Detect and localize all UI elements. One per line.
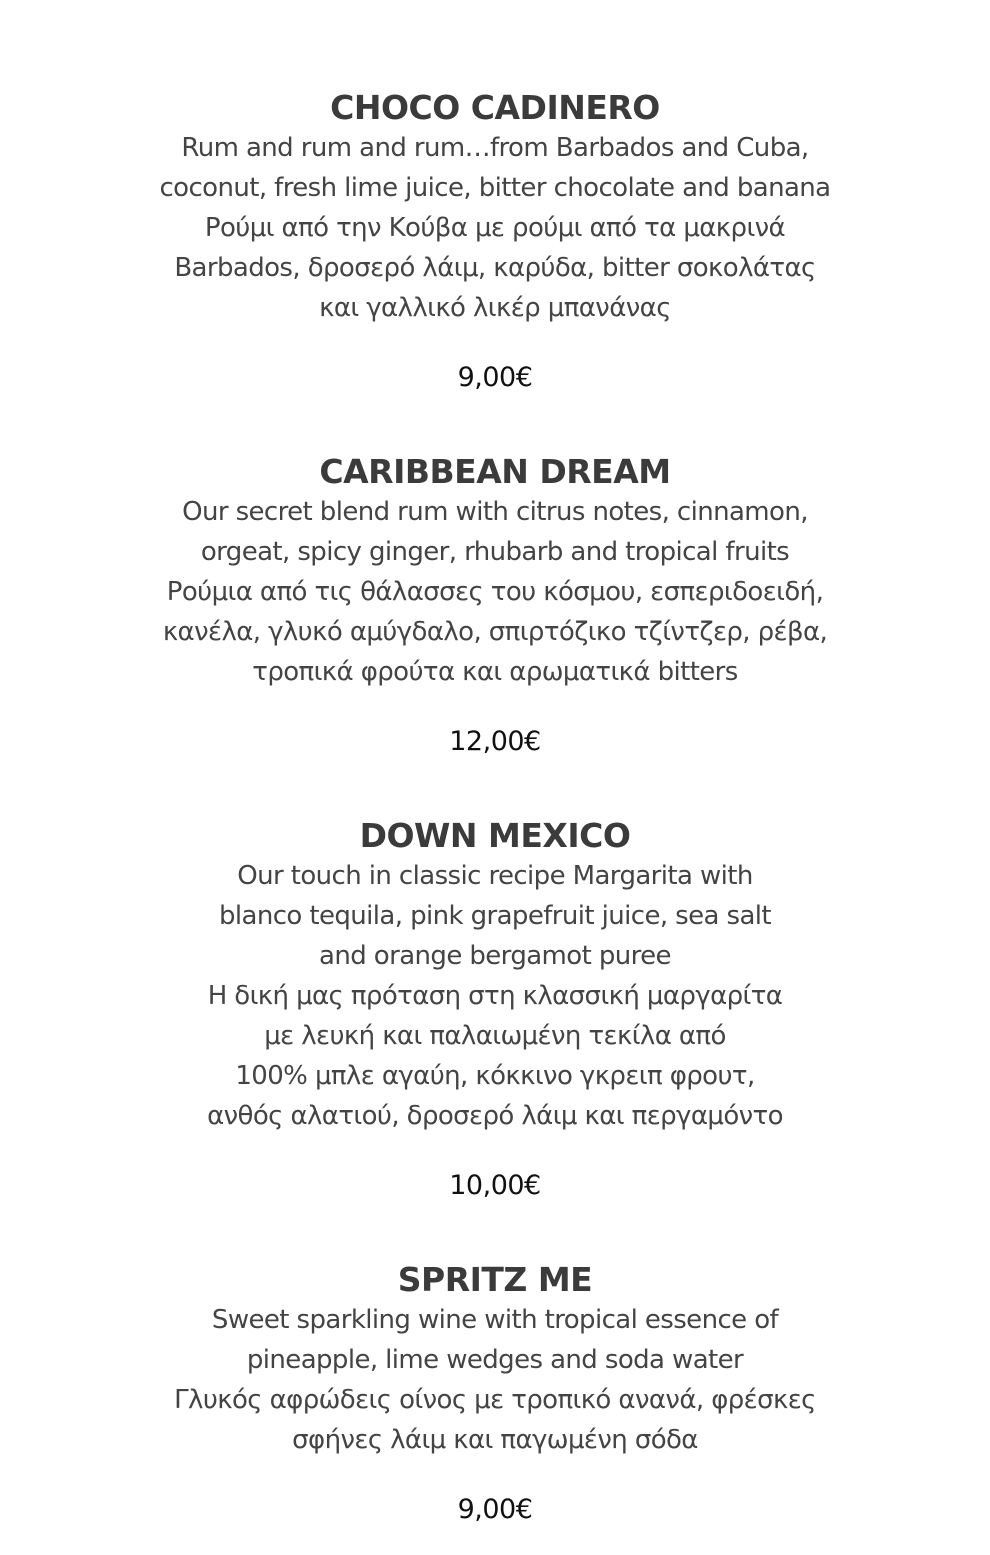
item-description-line: orgeat, spicy ginger, rhubarb and tropical fruits (200, 537, 790, 567)
item-description-line: κανέλα, γλυκό αμύγδαλο, σπιρτόζικο τζίντζερ, ρέβα, (162, 617, 828, 647)
item-description-line: σφήνες λάιμ και παγωμένη σόδα (292, 1425, 698, 1455)
item-description-line: Γλυκός αφρώδεις οίνος με τροπικό ανανά, φρέσκες (174, 1385, 816, 1415)
menu-item-spritz-me (0, 1260, 990, 1530)
item-description-line: Η δική μας πρόταση στη κλασσική μαργαρίτα (207, 981, 783, 1011)
item-description-line: and orange bergamot puree (319, 941, 671, 971)
item-description-line: και γαλλικό λικέρ μπανάνας (319, 293, 671, 323)
item-description-line: Sweet sparkling wine with tropical essence of (211, 1305, 779, 1335)
item-description-line: blanco tequila, pink grapefruit juice, sea salt (218, 901, 772, 931)
item-price: 9,00€ (457, 1494, 533, 1525)
item-description-line: Ρούμι από την Κούβα με ρούμι από τα μακρινά (204, 213, 786, 243)
item-description-line: coconut, fresh lime juice, bitter chocolate and banana (159, 173, 831, 203)
item-title: DOWN MEXICO (359, 816, 631, 855)
item-description-line: pineapple, lime wedges and soda water (246, 1345, 744, 1375)
item-title: CARIBBEAN DREAM (319, 452, 671, 491)
item-price: 9,00€ (457, 362, 533, 393)
item-description-line: ανθός αλατιού, δροσερό λάιμ και περγαμόντο (207, 1101, 783, 1131)
item-description-line: Our secret blend rum with citrus notes, cinnamon, (182, 497, 808, 527)
item-description-line: με λευκή και παλαιωμένη τεκίλα από (264, 1021, 726, 1051)
menu-item-down-mexico (0, 816, 990, 1206)
item-description-line: Barbados, δροσερό λάιμ, καρύδα, bitter σοκολάτας (174, 253, 816, 283)
item-description-line: τροπικά φρούτα και αρωματικά bitters (252, 657, 738, 687)
menu-item-choco-cadinero (0, 88, 990, 398)
item-title: CHOCO CADINERO (330, 88, 660, 127)
item-description-line: 100% μπλε αγαύη, κόκκινο γκρειπ φρουτ, (235, 1061, 755, 1091)
item-title: SPRITZ ME (397, 1260, 593, 1299)
menu-item-caribbean-dream (0, 452, 990, 762)
item-price: 10,00€ (449, 1170, 541, 1201)
item-description-line: Our touch in classic recipe Margarita with (237, 861, 753, 891)
item-description-line: Rum and rum and rum…from Barbados and Cuba, (181, 133, 809, 163)
item-description-line: Ρούμια από τις θάλασσες του κόσμου, εσπεριδοειδή, (166, 577, 824, 607)
item-price: 12,00€ (449, 726, 541, 757)
